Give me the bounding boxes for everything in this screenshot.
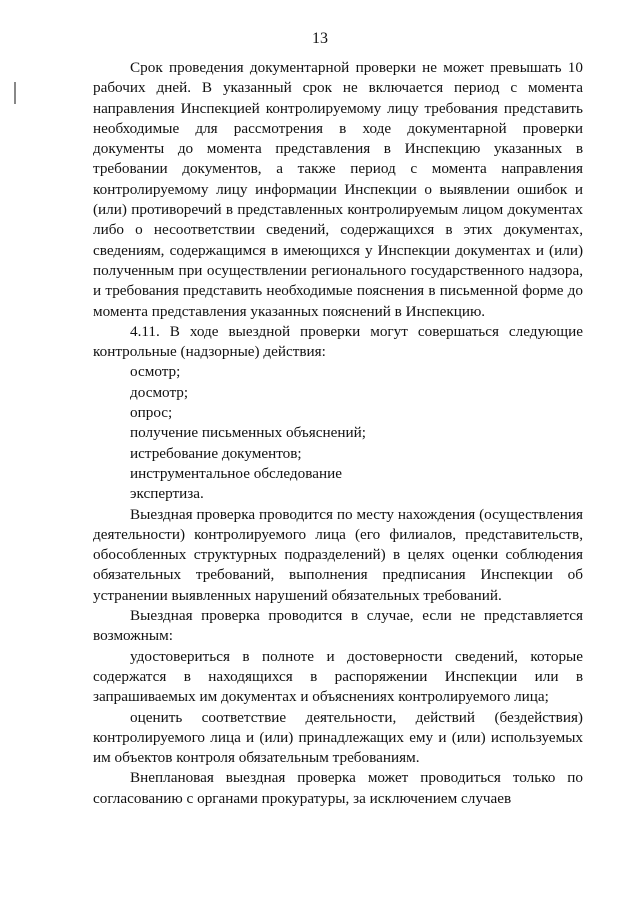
paragraph-unscheduled-inspection: Внеплановая выездная проверка может проводиться только по согласованию с органами прокуратуры, за исключением случаев xyxy=(93,769,583,807)
list-item: осмотр; xyxy=(130,363,181,381)
paragraph-inspection-duration: Срок проведения документарной проверки не может превышать 10 рабочих дней. В указанный срок не включается период с момента направления Инспекцией контролируемому лицу требования представить необходимые для рассмотрения в ходе документарной проверки документы до момента представления в Инспекцию указанных в требовании документов, а также период с момента направления контролируемому лицу информации Инспекции о выявлении ошибок и (или) противоречий в представленных контролируемым лицом документах либо о несоответствии сведений, содержащихся в этих документах, сведениям, содержащимся в имеющихся у Инспекции документах и (или) полученным при осуществлении регионального государственного надзора, и требования представить необходимые пояснения в письменной форме до момента представления указанных пояснений в Инспекцию. xyxy=(93,59,583,320)
list-item: получение письменных объяснений; xyxy=(130,424,366,442)
list-item: истребование документов; xyxy=(130,444,302,462)
list-item: досмотр; xyxy=(130,383,189,401)
list-item: опрос; xyxy=(130,404,173,422)
paragraph-field-inspection-location: Выездная проверка проводится по месту нахождения (осуществления деятельности) контролируемого лица (его филиалов, представительств, обособленных структурных подразделений) в целях оценки соблюдения обязательных требований, выполнения предписания Инспекции об устранении выявленных нарушений обязательных требований. xyxy=(93,505,583,604)
document-body xyxy=(93,58,583,809)
paragraph-field-inspection-actions: 4.11. В ходе выездной проверки могут совершаться следующие контрольные (надзорные) действия: xyxy=(93,322,583,361)
scan-margin-mark xyxy=(14,82,16,104)
page-number: 13 xyxy=(312,30,328,47)
list-item: инструментальное обследование xyxy=(130,464,342,482)
paragraph-condition-verify: удостовериться в полноте и достоверности сведений, которые содержатся в находящихся в распоряжении Инспекции или в запрашиваемых им документах и объяснениях контролируемого лица; xyxy=(93,647,583,706)
paragraph-condition-assess: оценить соответствие деятельности, действий (бездействия) контролируемого лица и (или) принадлежащих ему и (или) используемых им объектов контроля обязательным требованиям. xyxy=(93,708,583,767)
list-item: экспертиза. xyxy=(130,485,204,503)
paragraph-field-inspection-conditions: Выездная проверка проводится в случае, если не представляется возможным: xyxy=(93,607,583,645)
control-actions-list xyxy=(93,362,583,504)
